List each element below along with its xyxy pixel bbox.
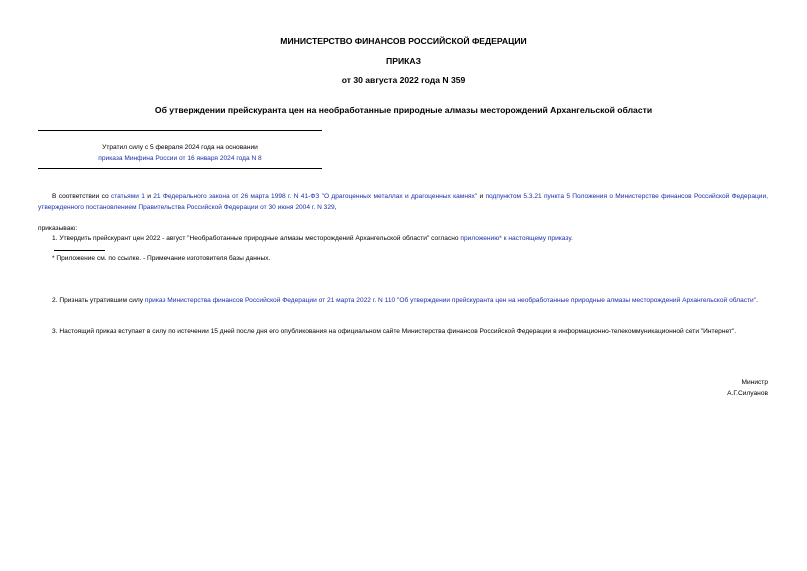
document-title: Об утверждении прейскуранта цен на необработанные природные алмазы месторождений Архангельской области — [154, 105, 653, 115]
status-note-link[interactable]: приказа Минфина России от 16 января 2024 года N 8 — [98, 155, 262, 162]
order-word: приказываю: — [38, 225, 78, 232]
preamble-paragraph — [38, 191, 768, 213]
law-article-1-link[interactable]: статьями 1 — [110, 193, 145, 200]
ministry-heading: МИНИСТЕРСТВО ФИНАНСОВ РОССИЙСКОЙ ФЕДЕРАЦИИ — [280, 36, 527, 46]
item-2-paragraph — [38, 295, 768, 306]
footnote-text: * Приложение см. по ссылке. - Примечание изготовителя базы данных. — [52, 255, 271, 262]
signature-name: А.Г.Силуанов — [727, 390, 768, 397]
signature-block — [568, 377, 768, 399]
repealed-order-link[interactable]: приказ Министерства финансов Российской Федерации от 21 марта 2022 г. N 110 "Об утверждении прейскуранта цен на необработанные природные алмазы месторождений Архангельской области" — [144, 297, 757, 304]
item-2-text: 2. Признать утратившим силу — [52, 297, 145, 304]
doc-type-heading: ПРИКАЗ — [386, 56, 421, 66]
status-top-divider — [38, 130, 322, 131]
law-41fz-link[interactable]: 21 Федерального закона от 26 марта 1998 г. N 41-ФЗ "О драгоценных металлах и драгоценных камнях" — [153, 193, 478, 200]
status-note-text: Утратил силу с 5 февраля 2024 года на основании — [102, 144, 258, 151]
appendix-link[interactable]: приложению — [460, 235, 500, 242]
date-number-heading: от 30 августа 2022 года N 359 — [341, 75, 466, 85]
preamble-text: , — [334, 204, 337, 211]
status-bottom-divider — [38, 168, 322, 169]
status-note — [38, 142, 322, 164]
item-1-tail: * к настоящему приказу. — [499, 235, 573, 242]
preamble-text: и — [477, 193, 486, 200]
signature-position: Министр — [741, 379, 768, 386]
item-1-text: 1. Утвердить прейскурант цен 2022 - август "Необработанные природные алмазы месторождений Архангельской области" согласно — [52, 235, 461, 242]
item-1-paragraph — [38, 233, 768, 244]
item-3-paragraph: 3. Настоящий приказ вступает в силу по истечении 15 дней после дня его опубликования на официальном сайте Министерства финансов Российской Федерации в информационно-телекоммуникационной сети "Интернет". — [52, 328, 737, 335]
regulation-link[interactable]: подпунктом 5.3.21 пункта 5 Положения о Министерстве финансов Российской Федерации, утвержденного постановлением Правительства Российской Федерации от 30 июня 2004 г. N 329 — [38, 193, 768, 211]
preamble-text: В соответствии со — [52, 193, 111, 200]
item-2-tail: . — [756, 297, 758, 304]
preamble-text: и — [144, 193, 154, 200]
footnote-divider — [54, 250, 105, 251]
